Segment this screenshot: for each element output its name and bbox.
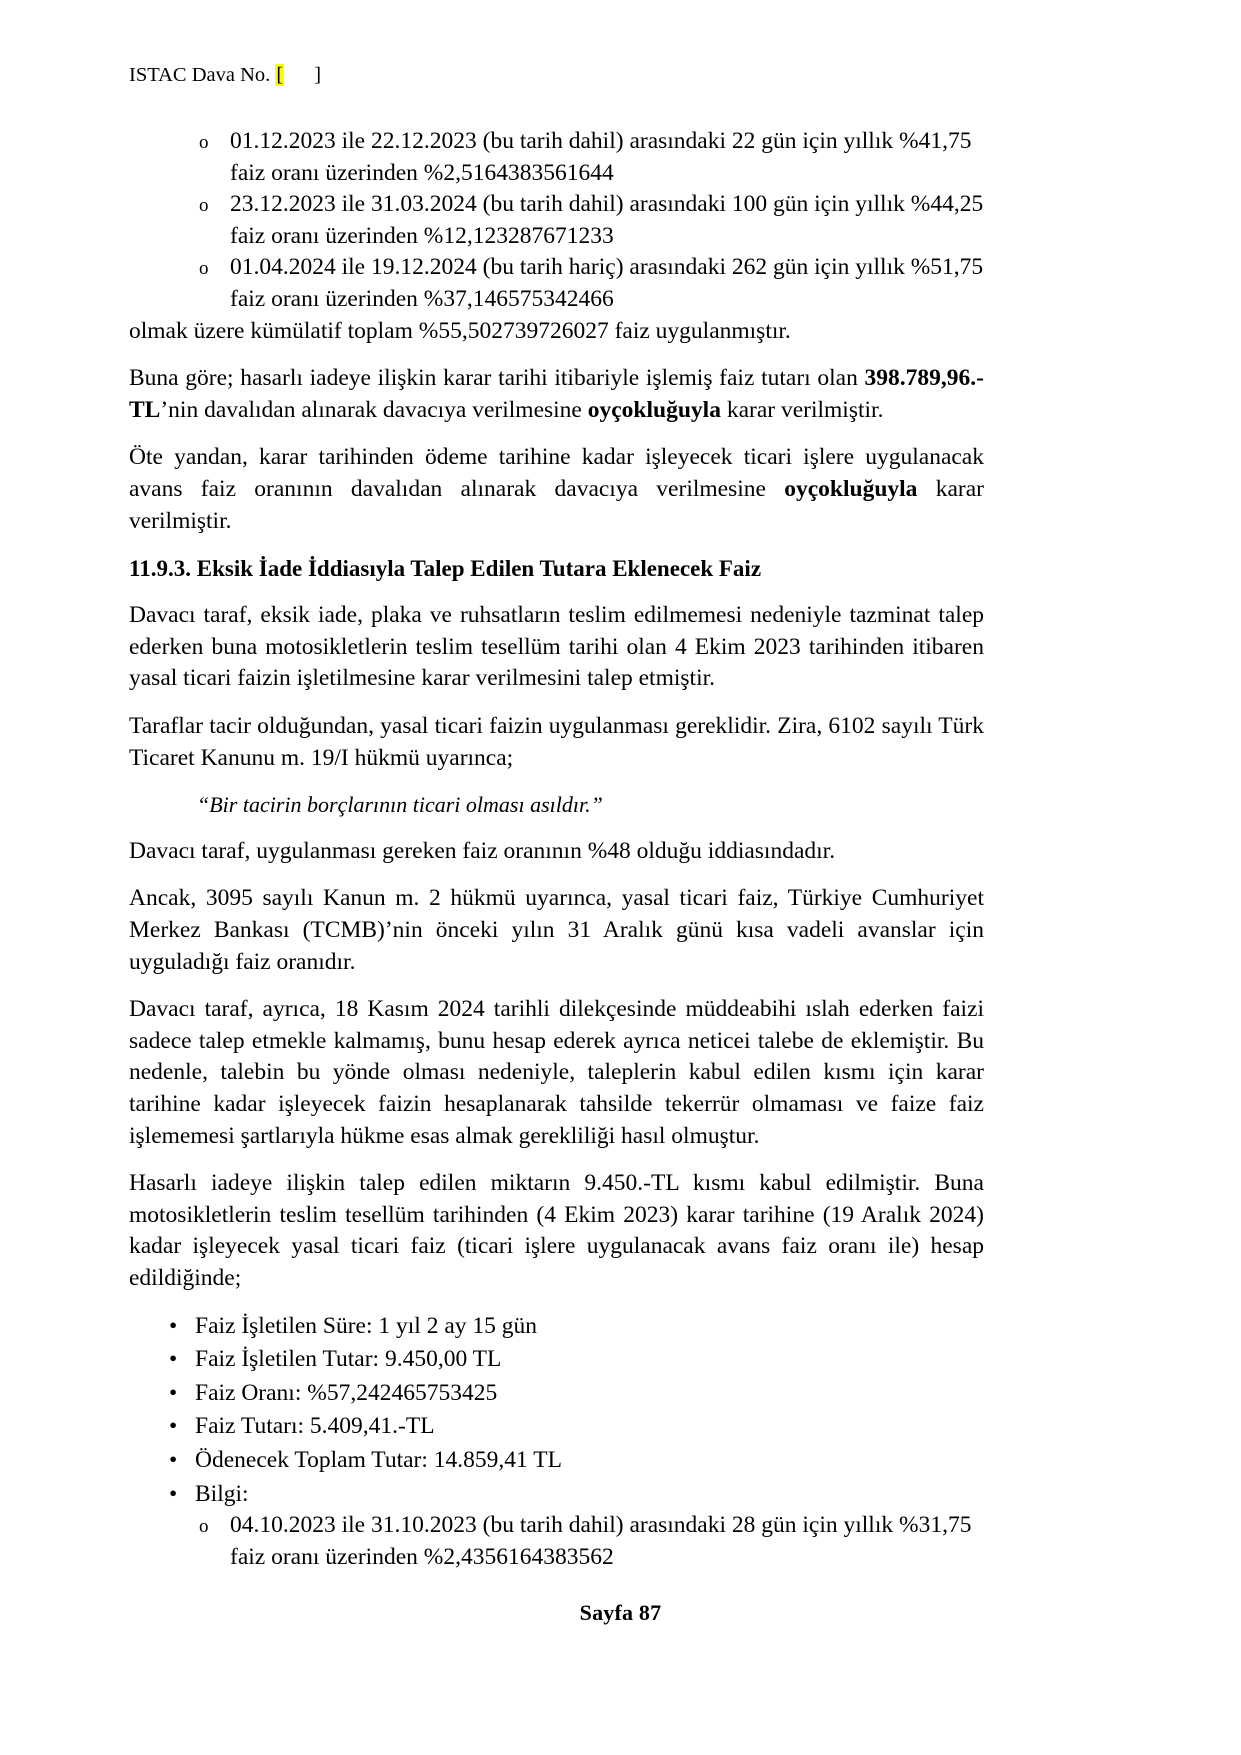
list-item [195,1510,984,1573]
paragraph-amendment-petition: Davacı taraf, ayrıca, 18 Kasım 2024 tarihli dilekçesinde müddeabihi ıslah ederken faizi sadece talep etmekle kalmamış, bunu hesap ederek ayrıca neticei talebe de eklemiştir. Bu nedenle, talebin bu yönde olması nedeniyle, taleplerin kabul edilen kısmı için karar tarihine kadar işleyecek faizin hesaplanarak tahsilde tekerrür olmaması ve faize faiz işlememesi şartlarıyla hükme esas almak gerekliliği hasıl olmuştur. [129,996,984,1149]
majority-decision-term: oyçokluğuyla [784,475,918,502]
list-item [129,1445,984,1477]
list-marker: • [169,1346,178,1373]
list-marker: • [169,1379,178,1406]
list-marker: • [169,1446,178,1473]
list-marker: • [169,1312,178,1339]
list-item-text: 04.10.2023 ile 31.10.2023 (bu tarih dahil) arasındaki 28 gün için yıllık %31,75 faiz oranı üzerinden %2,4356164383562 [230,1512,972,1570]
paragraph-text-part: Öte yandan, karar tarihinden ödeme tarihine kadar işleyecek ticari işlere uygulanacak avans faiz oranının davalıdan alınarak davacıya verilmesine [129,444,984,502]
list-item [129,1411,984,1443]
list-item-text: 23.12.2023 ile 31.03.2024 (bu tarih dahil) arasındaki 100 gün için yıllık %44,25 faiz oranı üzerinden %12,123287671233 [230,191,984,249]
paragraph-legal-commercial-rate: Ancak, 3095 sayılı Kanun m. 2 hükmü uyarınca, yasal ticari faiz, Türkiye Cumhuriyet Merkez Bankası (TCMB)’nin önceki yılın 31 Aralık günü kısa vadeli avanslar için uyguladığı faiz oranıdır. [129,885,984,975]
paragraph-text-part: ’nin davalıdan alınarak davacıya verilmesine [160,396,588,423]
paragraph-text-part: Buna göre; hasarlı iadeye ilişkin karar tarihi itibariyle işlemiş faiz tutarı olan [129,365,865,392]
paragraph-merchant-status: Taraflar tacir olduğundan, yasal ticari faizin uygulanması gereklidir. Zira, 6102 sayılı Türk Ticaret Kanunu m. 19/I hükmü uyarınca; [129,712,984,771]
list-item [129,189,984,252]
list-marker: • [169,1480,178,1507]
paragraph-cumulative-total: olmak üzere kümülatif toplam %55,502739726027 faiz uygulanmıştır. [129,317,791,344]
list-item [129,126,984,189]
decision-amount-value: 398.789,96.-TL [129,365,984,423]
page-number-label: Sayfa 87 [579,1600,662,1625]
list-item [129,1479,984,1574]
paragraph-text-part: karar verilmiştir. [720,396,884,423]
list-item [129,1378,984,1410]
list-item-text: Faiz Oranı: %57,242465753425 [195,1379,498,1406]
page-footer [0,1600,1241,1626]
list-marker: o [199,132,209,153]
paragraph-decision-amount [129,363,984,426]
document-header [129,63,321,88]
list-marker: • [169,1413,178,1440]
list-item-text: Faiz İşletilen Süre: 1 yıl 2 ay 15 gün [195,1312,538,1339]
list-marker: o [199,1516,209,1538]
list-item-text: 01.12.2023 ile 22.12.2023 (bu tarih dahil) arasındaki 22 gün için yıllık %41,75 faiz oranı üzerinden %2,5164383561644 [230,128,972,186]
paragraph-claimant-demand: Davacı taraf, eksik iade, plaka ve ruhsatların teslim edilmemesi nedeniyle tazminat talep ederken buna motosikletlerin teslim tesellüm tarihi olan 4 Ekim 2023 tarihinden itibaren yasal ticari faizin işletilmesine karar verilmesini talep etmiştir. [129,602,984,692]
list-item [129,1311,984,1343]
statute-quote: “Bir tacirin borçlarının ticari olması asıldır.” [197,792,603,818]
majority-decision-term: oyçokluğuyla [587,396,721,423]
case-number-bracket-close: ] [314,64,322,86]
document-body [129,126,984,1575]
case-number-bracket-open: [ [276,64,284,86]
list-item [129,252,984,315]
paragraph-claimed-rate: Davacı taraf, uygulanması gereken faiz oranının %48 olduğu iddiasındadır. [129,837,836,864]
interest-period-sublist-bottom [195,1510,984,1573]
section-heading-11-9-3: 11.9.3. Eksik İade İddiasıyla Talep Edilen Tutara Eklenecek Faiz [129,556,762,582]
list-item-text: Ödenecek Toplam Tutar: 14.859,41 TL [195,1446,562,1473]
list-item-text: Faiz İşletilen Tutar: 9.450,00 TL [195,1346,502,1373]
paragraph-post-judgment-interest [129,442,984,537]
list-item-text: Bilgi: [195,1480,249,1507]
case-number-label: ISTAC Dava No. [129,64,271,86]
paragraph-accepted-amount: Hasarlı iadeye ilişkin talep edilen miktarın 9.450.-TL kısmı kabul edilmiştir. Buna motosikletlerin teslim tesellüm tarihinden (4 Ekim 2023) karar tarihine (19 Aralık 2024) kadar işleyecek yasal ticari faiz (ticari işlere uygulanacak avans faiz oranı ile) hesap edildiğinde; [129,1170,984,1291]
list-marker: o [199,258,209,280]
list-marker: o [199,195,209,217]
list-item [129,1344,984,1376]
list-item-text: Faiz Tutarı: 5.409,41.-TL [195,1413,435,1440]
interest-period-sublist-top [129,126,984,316]
list-item-text: 01.04.2024 ile 19.12.2024 (bu tarih hariç) arasındaki 262 gün için yıllık %51,75 faiz oranı üzerinden %37,146575342466 [230,254,984,312]
interest-calculation-list [129,1311,984,1574]
paragraph-text-part: karar verilmiştir. [129,475,984,534]
